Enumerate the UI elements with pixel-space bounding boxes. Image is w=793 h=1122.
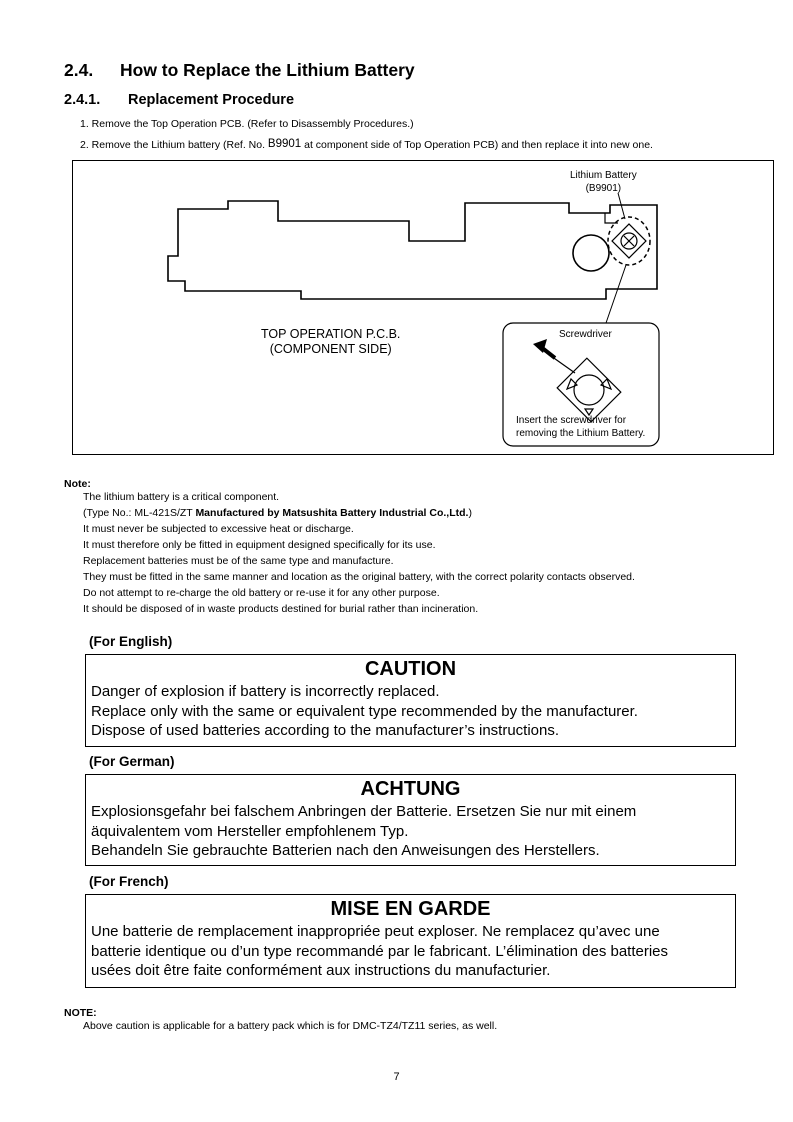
screwdriver-detail xyxy=(551,356,621,422)
label-leader xyxy=(618,193,625,219)
caution-title: ACHTUNG xyxy=(360,778,461,800)
screwdriver-instruction: Insert the screwdriver for removing the Lithium Battery. xyxy=(516,415,646,439)
step-2: 2. Remove the Lithium battery (Ref. No. B9901 at component side of Top Operation PCB) and then replace it into new one. xyxy=(80,138,653,151)
subsection-number: 2.4.1. xyxy=(64,92,101,108)
pcb-label: TOP OPERATION P.C.B. (COMPONENT SIDE) xyxy=(261,327,401,356)
note-body: The lithium battery is a critical component. (Type No.: ML-421S/ZT Manufactured by Matsushita Battery Industrial Co.,Ltd.) It must never be subjected to excessive heat or discharge. It must therefore only be fitted in equipment designed specifically for its use. Replacement batteries must be of the same type and manufacture. They must be fitted in the same manner and location as the original battery, with the correct polarity contacts observed. Do not attempt to re-charge the old battery or re-use it for any other purpose. It should be disposed of in waste products destined for burial rather than incineration. xyxy=(83,491,635,615)
caution-title: CAUTION xyxy=(364,658,457,680)
section-heading xyxy=(64,60,415,81)
footer-note-heading: NOTE: xyxy=(64,1007,97,1019)
subsection-heading xyxy=(64,92,294,108)
manufacturer-name: Manufactured by Matsushita Battery Industrial Co.,Ltd. xyxy=(195,507,469,519)
german-label: (For German) xyxy=(89,754,175,769)
pcb-diagram xyxy=(72,160,774,455)
pcb-diagram-drawing xyxy=(73,161,775,456)
caution-box-english: CAUTION Danger of explosion if battery is incorrectly replaced. Replace only with the same or equivalent type recommended by the manufacturer. Dispose of used batteries according to the manufacturer’s instructions. xyxy=(85,654,736,747)
section-number: 2.4. xyxy=(64,60,94,80)
procedure-steps xyxy=(80,114,653,155)
subsection-title: Replacement Procedure xyxy=(128,92,295,108)
battery-symbol xyxy=(612,224,646,258)
caution-box-german: ACHTUNG Explosionsgefahr bei falschem Anbringen der Batterie. Ersetzen Sie nur mit einem äquivalentem vom Hersteller empfohlenem Typ. Behandeln Sie gebrauchte Batterien nach den Anweisungen des Herstellers. xyxy=(85,774,736,866)
caution-box-french: MISE EN GARDE Une batterie de remplacement inappropriée peut exploser. Ne remplacez qu’avec une batterie identique ou d’un type recommandé par le fabricant. L’élimination des batteries usées doit être faite conformément aux instructions du manufacturier. xyxy=(85,894,736,988)
caution-title: MISE EN GARDE xyxy=(330,898,491,920)
section-title: How to Replace the Lithium Battery xyxy=(120,60,415,80)
note-heading: Note: xyxy=(64,478,91,490)
footer-note-text: Above caution is applicable for a battery pack which is for DMC-TZ4/TZ11 series, as well. xyxy=(83,1020,498,1032)
detail-leader xyxy=(606,265,626,323)
step-1: 1. Remove the Top Operation PCB. (Refer to Disassembly Procedures.) xyxy=(80,118,414,130)
battery-label: Lithium Battery (B9901) xyxy=(570,170,637,194)
round-component xyxy=(573,235,609,271)
screwdriver-label: Screwdriver xyxy=(559,329,612,340)
page-number: 7 xyxy=(393,1071,400,1083)
battery-ref-number: B9901 xyxy=(267,138,302,150)
french-label: (For French) xyxy=(89,874,169,889)
english-label: (For English) xyxy=(89,634,173,649)
pcb-outline xyxy=(168,201,657,299)
